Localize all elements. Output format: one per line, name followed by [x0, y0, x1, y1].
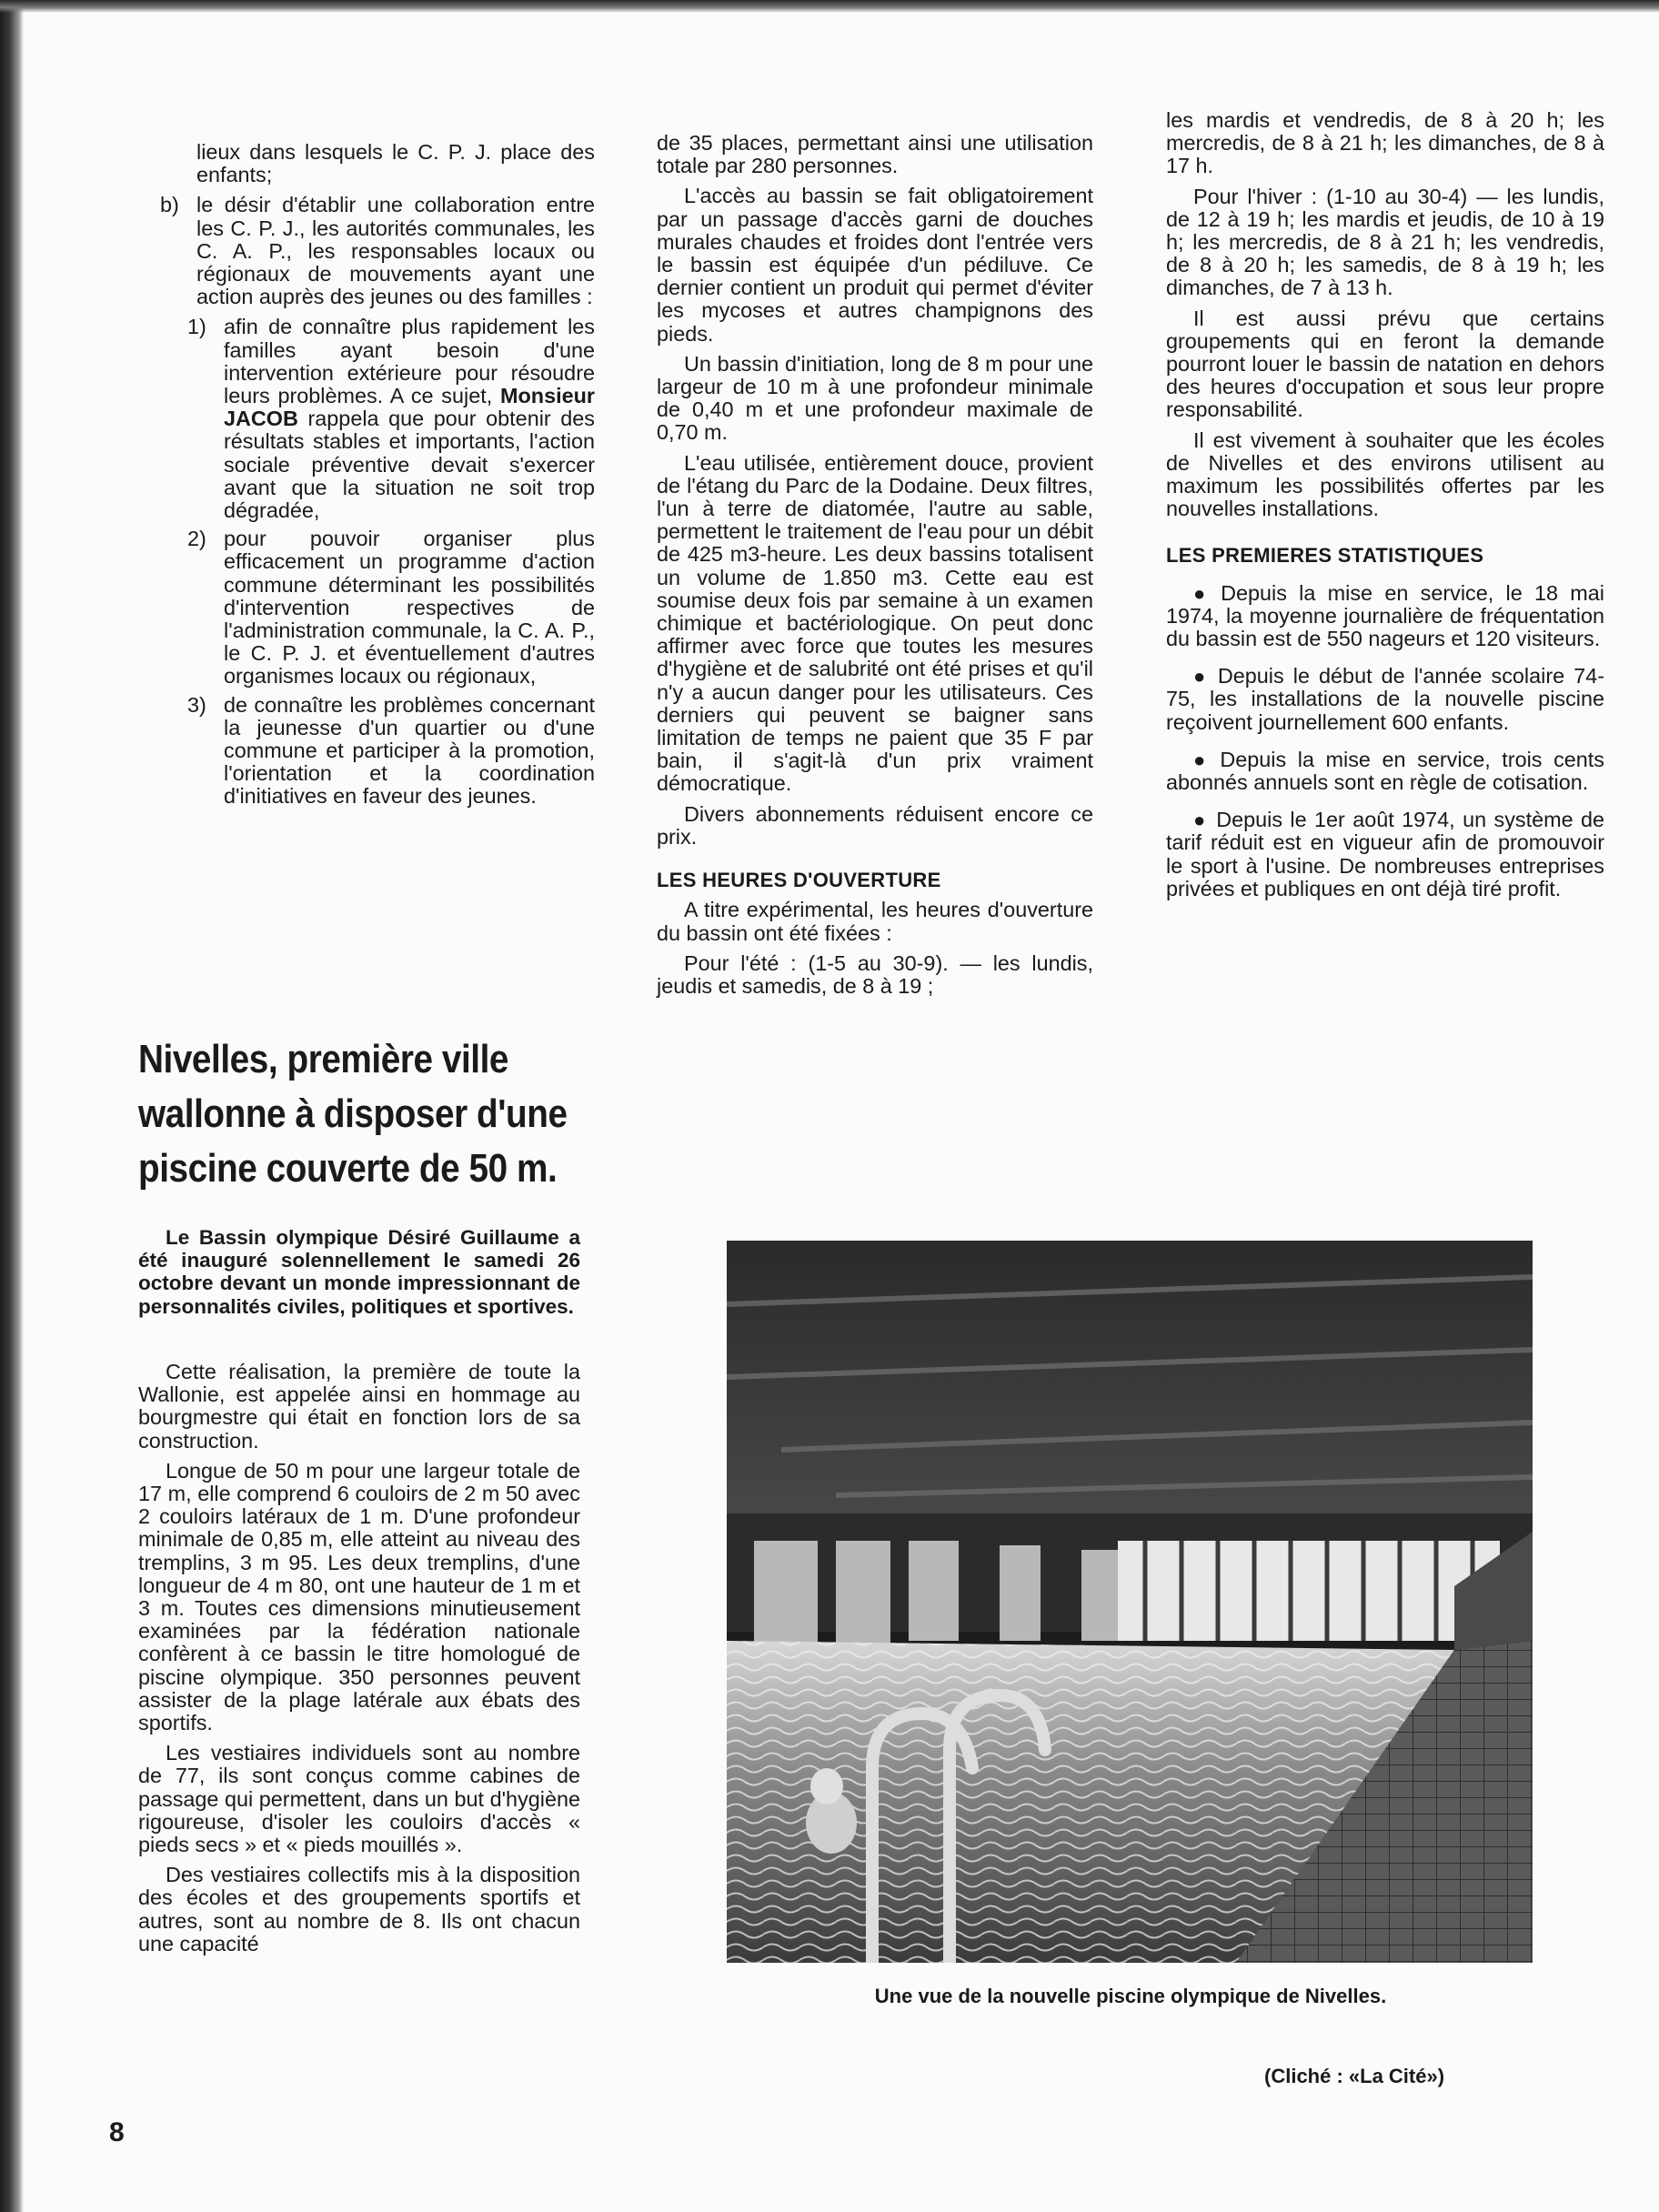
stat-bullet-1 — [1166, 582, 1604, 651]
sub-item-2 — [187, 528, 595, 688]
article-paragraph-4: Des vestiaires collectifs mis à la disposition des écoles et des groupements sportifs et autres, sont au nombre de 8. Ils ont chacun une capacité — [138, 1863, 580, 1956]
photo-caption: Une vue de la nouvelle piscine olympique de Nivelles. — [874, 1985, 1387, 2007]
column-1-top — [160, 141, 595, 814]
sub-item-1-text-b: rappela que pour obtenir des résultats stables et importants, l'action sociale préventive devait s'exercer avant que la situation ne soit trop dégradée, — [224, 407, 595, 523]
page-number: 8 — [109, 2117, 125, 2147]
photo-credit: (Cliché : «La Cité») — [1264, 2065, 1445, 2087]
col1-top-paragraph: lieux dans lesquels le C. P. J. place des enfants; — [196, 140, 595, 187]
sub-marker-1: 1) — [187, 315, 206, 339]
column-3 — [1166, 109, 1604, 908]
headline-line-2: wallonne à disposer d'une — [138, 1091, 568, 1136]
pool-photo — [727, 1241, 1533, 1963]
sub-item-1 — [187, 316, 595, 522]
col2-paragraph-5: Divers abonnements réduisent encore ce prix. — [657, 801, 1093, 849]
sub-item-2-text: pour pouvoir organiser plus efficacement un programme d'action commune déterminant les possibilités d'intervention respectives de l'administration communale, la C. A. P., le C. P. J. et éventuellement d'autres organismes locaux ou régionaux, — [224, 527, 595, 689]
col2-paragraph-1: de 35 places, permettant ainsi une utilisation totale par 280 personnes. — [657, 131, 1093, 178]
list-marker-b: b) — [160, 193, 179, 217]
headline-line-3: piscine couverte de 50 m. — [138, 1146, 558, 1191]
sub-item-1-text-a: afin de connaître plus rapidement les familles ayant besoin d'une intervention extérieure pour résoudre leurs problèmes. A ce sujet, — [224, 315, 595, 408]
section-heading-statistics: LES PREMIERES STATISTIQUES — [1166, 544, 1484, 568]
col2-paragraph-6: A titre expérimental, les heures d'ouverture du bassin ont été fixées : — [657, 898, 1093, 945]
stat-bullet-4-text: Depuis le 1er août 1974, un système de tarif réduit est en vigueur afin de promouvoir le sport à l'usine. De nombreuses entreprises privées et publiques en ont déjà tiré profit. — [1166, 808, 1604, 900]
bullet-icon: ● — [1193, 809, 1208, 832]
col2-paragraph-7: Pour l'été : (1-5 au 30-9). — les lundis, jeudis et samedis, de 8 à 19 ; — [657, 950, 1093, 998]
col3-paragraph-2: Pour l'hiver : (1-10 au 30-4) — les lundis, de 12 à 19 h; les mardis et jeudis, de 10 à 19 h; les mercredis, de 8 à 21 h; les vendredis, de 8 à 20 h; les samedis, de 8 à 19 h; les dimanches, de 7 à 13 h. — [1166, 184, 1604, 300]
list-item-b-text: le désir d'établir une collaboration entre les C. P. J., les autorités communales, les C. A. P., les responsables locaux ou régionaux de mouvements ayant une action auprès des jeunes ou des familles : — [196, 193, 595, 309]
article-body-paragraphs — [138, 1361, 580, 1963]
col3-paragraph-4: Il est vivement à souhaiter que les écoles de Nivelles et des environs utilisent au maximum les possibilités offertes par les nouvelles installations. — [1166, 427, 1604, 521]
list-item-b — [160, 194, 595, 308]
col2-paragraph-4: L'eau utilisée, entièrement douce, provient de l'étang du Parc de la Dodaine. Deux filtres, l'un à terre de diatomée, l'autre au sable, permettent le traitement de l'eau pour un débit de 425 m3-heure. Les deux bassins totalisent un volume de 1.850 m3. Cette eau est soumise deux fois par semaine à un examen chimique et bactériologique. On peut donc affirmer avec force que toutes les mesures d'hygiène et de salubrité ont été prises et qu'il n'y a aucun danger pour les utilisateurs. Ces derniers qui peuvent se baigner sans limitation de temps ne paient que 35 F par bain, il s'agit-là d'un prix vraiment démocratique. — [657, 450, 1093, 796]
col2-paragraph-2: L'accès au bassin se fait obligatoirement par un passage d'accès garni de douches murales chaudes et froides dont l'entrée vers le bassin est équipée d'un pédiluve. Ce dernier contient un produit qui permet d'éviter les mycoses et autres champignons des pieds. — [657, 184, 1093, 346]
stat-bullet-3-text: Depuis la mise en service, trois cents abonnés annuels sont en règle de cotisation. — [1166, 747, 1604, 795]
sub-marker-2: 2) — [187, 527, 206, 551]
col3-paragraph-1: les mardis et vendredis, de 8 à 20 h; les mercredis, de 8 à 21 h; les dimanches, de 8 à 17 h. — [1166, 108, 1604, 178]
pool-photo-image — [727, 1241, 1533, 1963]
sub-item-3 — [187, 694, 595, 809]
col2-paragraph-3: Un bassin d'initiation, long de 8 m pour une largeur de 10 m à une profondeur minimale de 0,40 m et une profondeur maximale de 0,70 m. — [657, 351, 1093, 445]
article-paragraph-2: Longue de 50 m pour une largeur totale de 17 m, elle comprend 6 couloirs de 2 m 50 avec 2 couloirs latéraux de 1 m. D'une profondeur minimale de 0,85 m, elle atteint au niveau des tremplins, 3 m 95. Les deux tremplins, d'une longueur de 4 m 80, ont une hauteur de 1 m et 3 m. Toutes ces dimensions minutieusement examinées par la fédération nationale confèrent à ce bassin le titre homologué de piscine olympique. 350 personnes peuvent assister de la plage latérale aux ébats des sportifs. — [138, 1458, 580, 1735]
stat-bullet-1-text: Depuis la mise en service, le 18 mai 1974, la moyenne journalière de fréquentation du bassin est de 550 nageurs et 120 visiteurs. — [1166, 580, 1604, 651]
bullet-icon: ● — [1193, 748, 1212, 771]
column-2 — [657, 132, 1093, 1005]
sub-marker-3: 3) — [187, 692, 206, 717]
section-heading-hours: LES HEURES D'OUVERTURE — [657, 869, 941, 892]
sub-item-3-text: de connaître les problèmes concernant la jeunesse d'un quartier ou d'une commune et participer à la promotion, l'orientation et la coordination d'initiatives en faveur des jeunes. — [224, 692, 595, 809]
article-paragraph-3: Les vestiaires individuels sont au nombre de 77, ils sont conçus comme cabines de passage qui permettent, dans un but d'hygiène rigoureuse, d'isoler les couloirs d'accès « pieds secs » et « pieds mouillés ». — [138, 1741, 580, 1857]
article-lead: Le Bassin olympique Désiré Guillaume a été inauguré solennellement le samedi 26 octobre devant un monde impressionnant de personnalités civiles, politiques et sportives. — [138, 1226, 580, 1318]
stat-bullet-3 — [1166, 749, 1604, 794]
article-headline — [138, 1032, 570, 1196]
scan-edge-top — [0, 0, 1659, 13]
scan-edge-left — [0, 0, 24, 2212]
article-body — [138, 1226, 580, 1331]
article-paragraph-1: Cette réalisation, la première de toute la Wallonie, est appelée ainsi en hommage au bourgmestre qui était en fonction lors de sa construction. — [138, 1360, 580, 1453]
person-name: Monsieur JACOB — [224, 384, 595, 431]
stat-bullet-4 — [1166, 809, 1604, 900]
stat-bullet-2-text: Depuis le début de l'année scolaire 74-75, les installations de la nouvelle piscine reçoivent journellement 600 enfants. — [1166, 664, 1605, 734]
col3-paragraph-3: Il est aussi prévu que certains groupements qui en feront la demande pourront louer le bassin de natation en dehors des heures d'occupation et sous leur propre responsabilité. — [1166, 306, 1604, 422]
bullet-icon: ● — [1193, 665, 1209, 689]
stat-bullet-2 — [1166, 665, 1604, 734]
headline-line-1: Nivelles, première ville — [138, 1037, 509, 1081]
bullet-icon: ● — [1193, 581, 1212, 605]
